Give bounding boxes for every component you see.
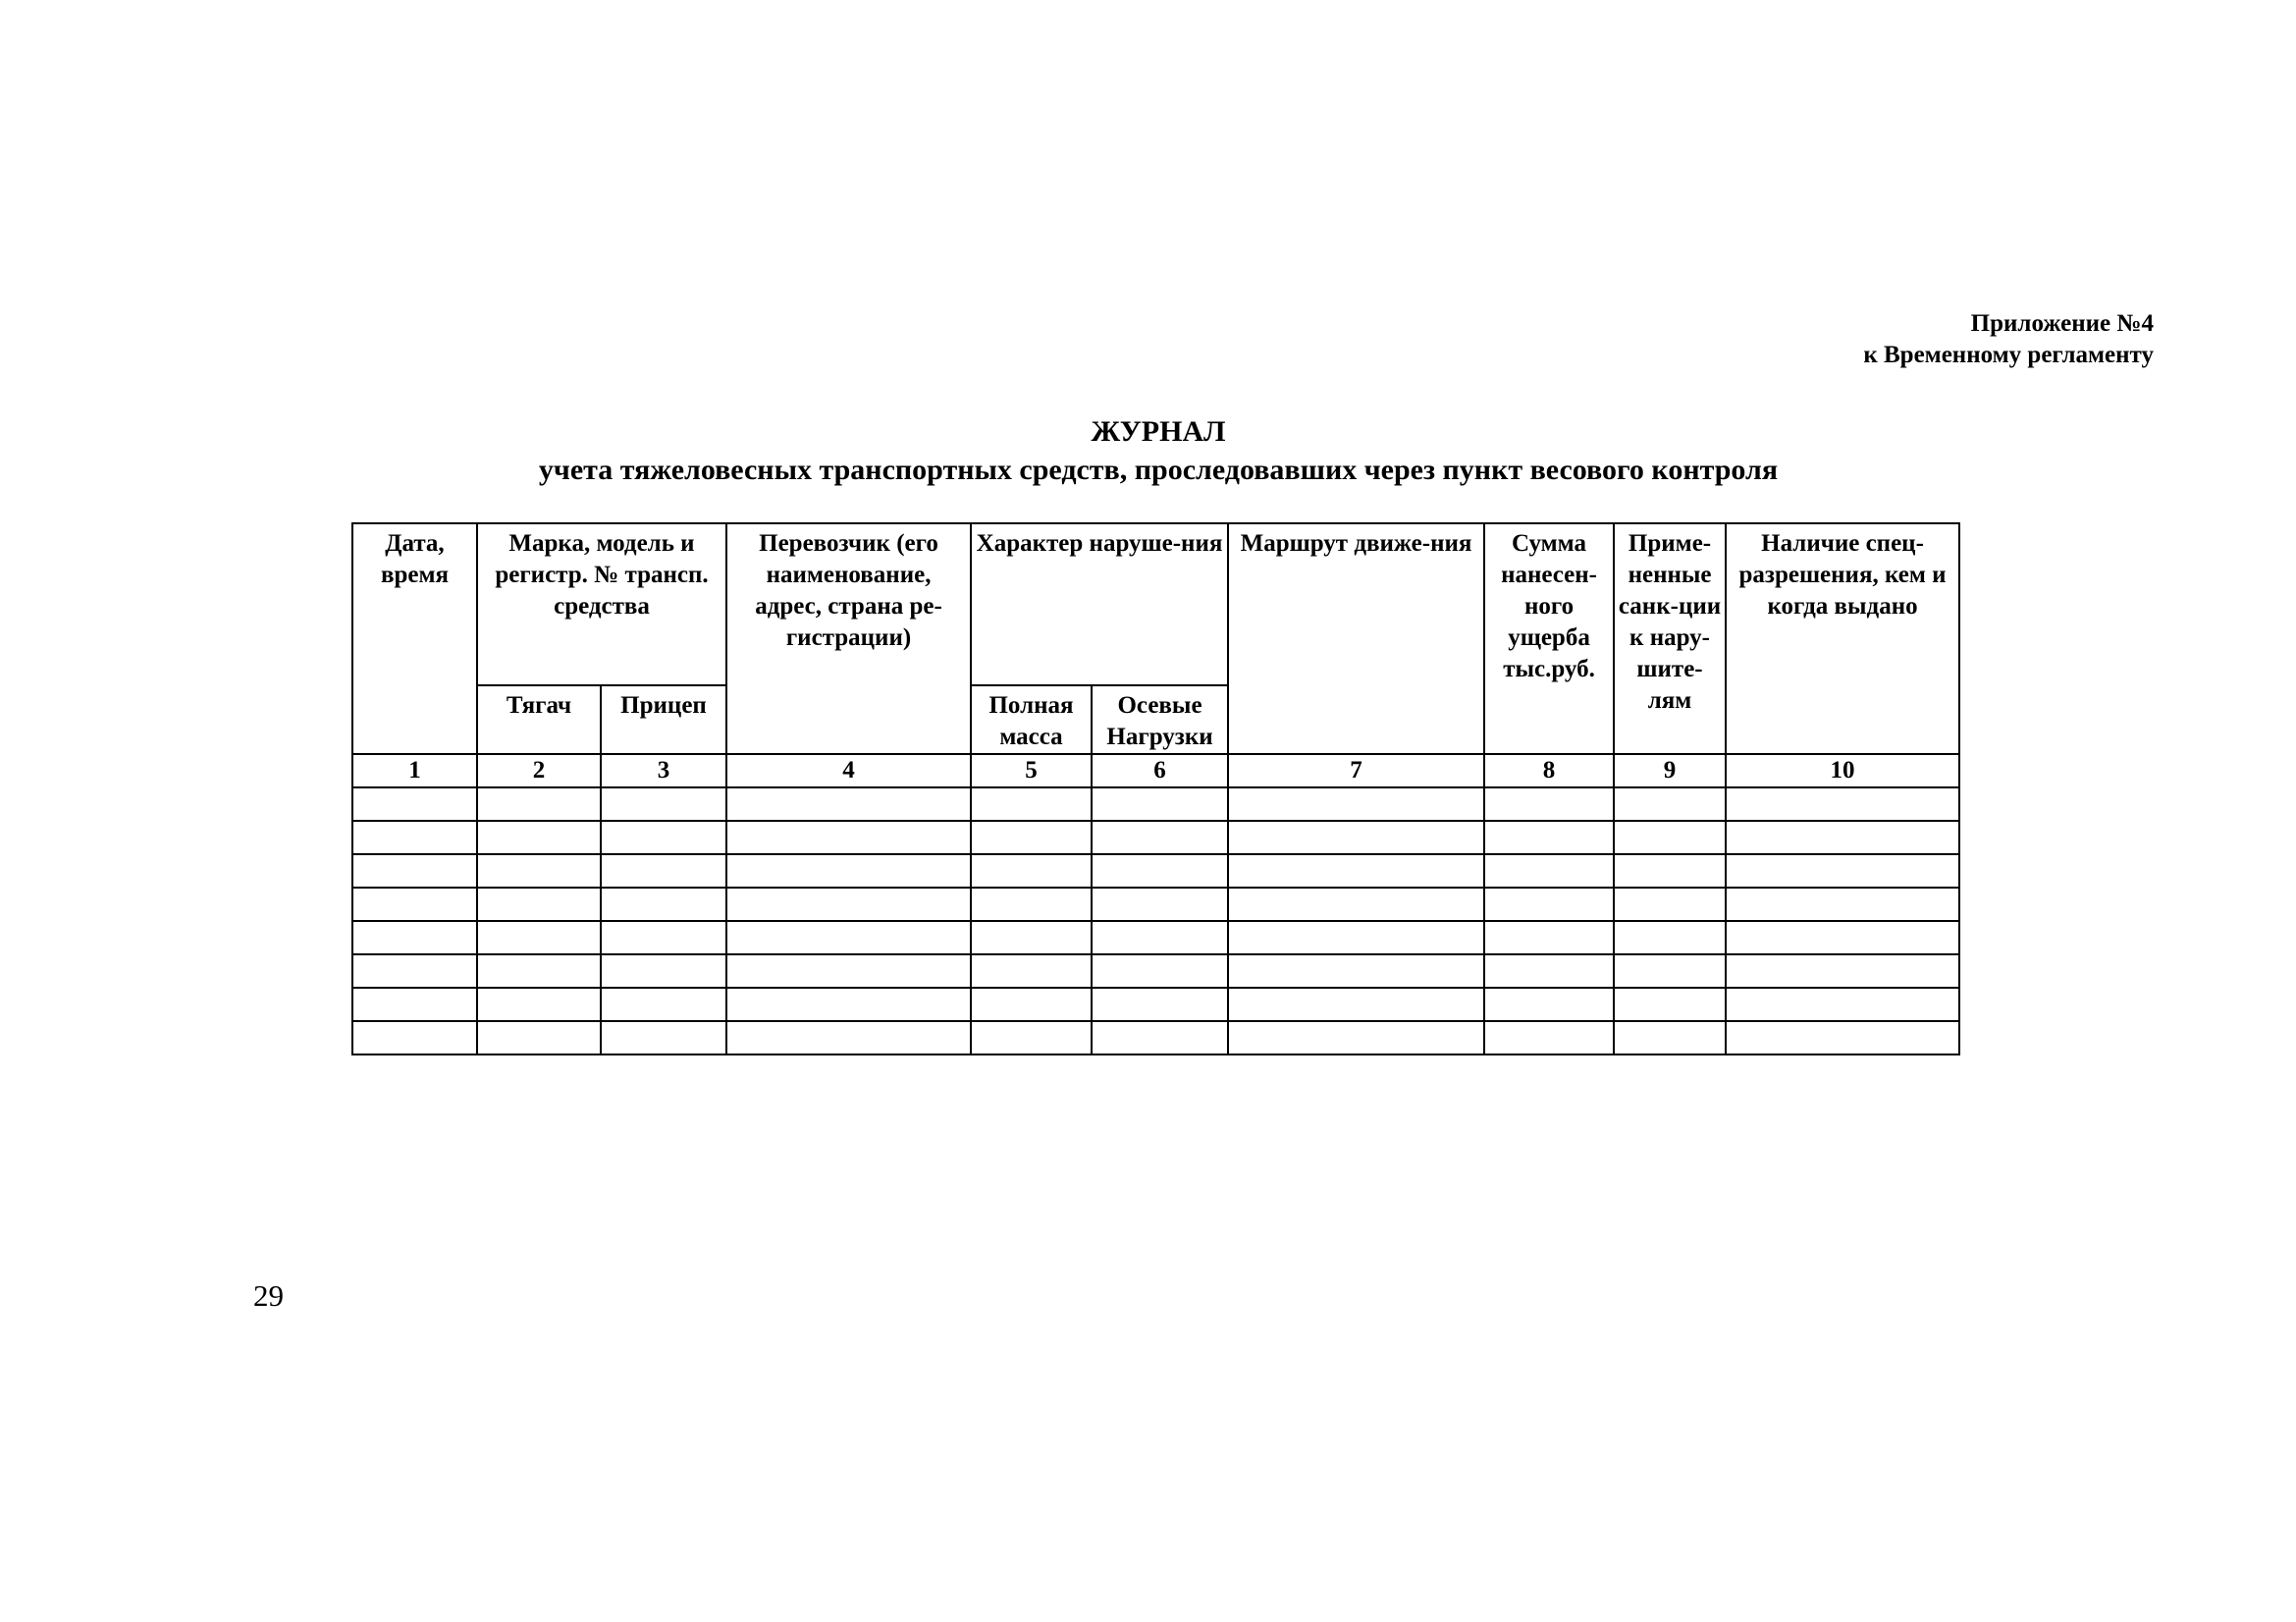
journal-entry-row bbox=[352, 988, 1959, 1021]
journal-entry-cell bbox=[1726, 988, 1959, 1021]
header-date-time: Дата, время bbox=[352, 523, 477, 685]
column-number: 6 bbox=[1092, 754, 1228, 787]
header-vehicle-model: Марка, модель и регистр. № трансп. средства bbox=[477, 523, 726, 685]
journal-entry-cell bbox=[1092, 1021, 1228, 1054]
column-number: 10 bbox=[1726, 754, 1959, 787]
journal-entry-cell bbox=[1484, 787, 1614, 821]
journal-entry-cell bbox=[971, 854, 1092, 888]
column-number: 3 bbox=[601, 754, 726, 787]
journal-entry-cell bbox=[1092, 854, 1228, 888]
journal-entry-cell bbox=[1726, 787, 1959, 821]
journal-entry-cell bbox=[1092, 787, 1228, 821]
journal-entry-cell bbox=[477, 954, 601, 988]
column-numbers-row bbox=[352, 754, 1959, 787]
journal-table bbox=[351, 522, 1960, 1055]
journal-entry-cell bbox=[1614, 787, 1726, 821]
header-damage-sum-cont bbox=[1484, 685, 1614, 754]
column-number: 4 bbox=[726, 754, 971, 787]
journal-entry-cell bbox=[601, 954, 726, 988]
journal-entry-cell bbox=[726, 888, 971, 921]
journal-entry-cell bbox=[352, 888, 477, 921]
journal-entry-cell bbox=[971, 888, 1092, 921]
journal-entry-row bbox=[352, 787, 1959, 821]
column-number: 5 bbox=[971, 754, 1092, 787]
journal-entry-cell bbox=[1614, 954, 1726, 988]
journal-entry-cell bbox=[601, 1021, 726, 1054]
header-special-permit-cont bbox=[1726, 685, 1959, 754]
journal-entry-cell bbox=[477, 821, 601, 854]
journal-entry-cell bbox=[477, 787, 601, 821]
journal-entry-cell bbox=[1614, 854, 1726, 888]
journal-entry-cell bbox=[1228, 888, 1484, 921]
journal-entry-cell bbox=[1228, 854, 1484, 888]
header-trailer: Прицеп bbox=[601, 685, 726, 754]
journal-entry-cell bbox=[1092, 921, 1228, 954]
page-number: 29 bbox=[253, 1278, 284, 1313]
journal-entry-cell bbox=[352, 821, 477, 854]
journal-entry-cell bbox=[1614, 988, 1726, 1021]
column-number: 7 bbox=[1228, 754, 1484, 787]
header-total-mass: Полная масса bbox=[971, 685, 1092, 754]
journal-entry-cell bbox=[352, 787, 477, 821]
header-route-cont bbox=[1228, 685, 1484, 754]
journal-entry-cell bbox=[352, 854, 477, 888]
column-number: 9 bbox=[1614, 754, 1726, 787]
journal-entry-cell bbox=[726, 921, 971, 954]
journal-entry-row bbox=[352, 821, 1959, 854]
journal-entry-cell bbox=[352, 921, 477, 954]
journal-entry-cell bbox=[1614, 1021, 1726, 1054]
journal-entry-cell bbox=[601, 988, 726, 1021]
journal-entry-row bbox=[352, 921, 1959, 954]
header-violation-type: Характер наруше-ния bbox=[971, 523, 1228, 685]
column-number: 1 bbox=[352, 754, 477, 787]
header-tractor: Тягач bbox=[477, 685, 601, 754]
journal-entry-cell bbox=[971, 954, 1092, 988]
header-special-permit: Наличие спец-разрешения, кем и когда выдано bbox=[1726, 523, 1959, 685]
journal-entry-cell bbox=[601, 888, 726, 921]
journal-entry-cell bbox=[477, 988, 601, 1021]
header-date-time-cont bbox=[352, 685, 477, 754]
journal-entry-cell bbox=[1726, 888, 1959, 921]
journal-entry-cell bbox=[1726, 821, 1959, 854]
journal-entry-cell bbox=[971, 921, 1092, 954]
journal-entry-cell bbox=[1484, 1021, 1614, 1054]
journal-entry-cell bbox=[1092, 988, 1228, 1021]
journal-entry-cell bbox=[726, 954, 971, 988]
journal-entry-row bbox=[352, 888, 1959, 921]
journal-entry-cell bbox=[1092, 888, 1228, 921]
journal-entry-cell bbox=[1484, 954, 1614, 988]
header-carrier-cont bbox=[726, 685, 971, 754]
journal-entry-cell bbox=[477, 888, 601, 921]
journal-entry-cell bbox=[1614, 921, 1726, 954]
journal-entry-cell bbox=[1484, 988, 1614, 1021]
journal-entry-cell bbox=[971, 1021, 1092, 1054]
appendix-line-2: к Временному регламенту bbox=[1863, 342, 2154, 368]
title-line-2: учета тяжеловесных транспортных средств, проследовавших через пункт весового контроля bbox=[538, 454, 1779, 486]
journal-entry-cell bbox=[1092, 821, 1228, 854]
journal-entry-cell bbox=[477, 921, 601, 954]
journal-entry-cell bbox=[1614, 821, 1726, 854]
appendix-note bbox=[1863, 308, 2154, 371]
journal-entry-cell bbox=[352, 1021, 477, 1054]
journal-entry-cell bbox=[971, 821, 1092, 854]
journal-entry-cell bbox=[1726, 1021, 1959, 1054]
journal-entry-cell bbox=[1614, 888, 1726, 921]
journal-entry-cell bbox=[1228, 954, 1484, 988]
journal-entry-cell bbox=[1228, 821, 1484, 854]
journal-entry-cell bbox=[352, 988, 477, 1021]
header-axle-loads: Осевые Нагрузки bbox=[1092, 685, 1228, 754]
journal-entry-cell bbox=[352, 954, 477, 988]
journal-entry-cell bbox=[601, 821, 726, 854]
document-title bbox=[353, 412, 1963, 489]
journal-entry-row bbox=[352, 954, 1959, 988]
journal-entry-row bbox=[352, 854, 1959, 888]
journal-entry-cell bbox=[971, 787, 1092, 821]
header-sanctions: Приме-ненные санк-ции к нару-шите-лям bbox=[1614, 523, 1726, 754]
journal-entry-cell bbox=[726, 988, 971, 1021]
journal-entry-cell bbox=[1092, 954, 1228, 988]
journal-entry-cell bbox=[726, 1021, 971, 1054]
header-carrier: Перевозчик (его наименование, адрес, страна ре-гистрации) bbox=[726, 523, 971, 685]
journal-entry-cell bbox=[1228, 921, 1484, 954]
journal-entry-cell bbox=[971, 988, 1092, 1021]
header-route: Маршрут движе-ния bbox=[1228, 523, 1484, 685]
journal-entry-cell bbox=[1228, 988, 1484, 1021]
journal-entry-cell bbox=[726, 854, 971, 888]
journal-entry-cell bbox=[1484, 854, 1614, 888]
journal-entry-row bbox=[352, 1021, 1959, 1054]
column-number: 2 bbox=[477, 754, 601, 787]
journal-entry-cell bbox=[1726, 954, 1959, 988]
title-line-1: ЖУРНАЛ bbox=[1091, 415, 1226, 448]
journal-entry-cell bbox=[1228, 1021, 1484, 1054]
journal-entry-cell bbox=[477, 1021, 601, 1054]
header-damage-sum: Сумма нанесен-ного ущерба тыс.руб. bbox=[1484, 523, 1614, 685]
journal-entry-cell bbox=[477, 854, 601, 888]
journal-entry-cell bbox=[601, 854, 726, 888]
journal-entry-cell bbox=[1484, 921, 1614, 954]
journal-entry-cell bbox=[1484, 821, 1614, 854]
journal-entry-cell bbox=[1726, 854, 1959, 888]
journal-entry-cell bbox=[1484, 888, 1614, 921]
journal-entry-cell bbox=[601, 787, 726, 821]
column-number: 8 bbox=[1484, 754, 1614, 787]
journal-entry-cell bbox=[726, 787, 971, 821]
journal-entry-cell bbox=[726, 821, 971, 854]
journal-entry-cell bbox=[1726, 921, 1959, 954]
appendix-line-1: Приложение №4 bbox=[1970, 310, 2154, 337]
journal-entry-cell bbox=[1228, 787, 1484, 821]
journal-entry-cell bbox=[601, 921, 726, 954]
